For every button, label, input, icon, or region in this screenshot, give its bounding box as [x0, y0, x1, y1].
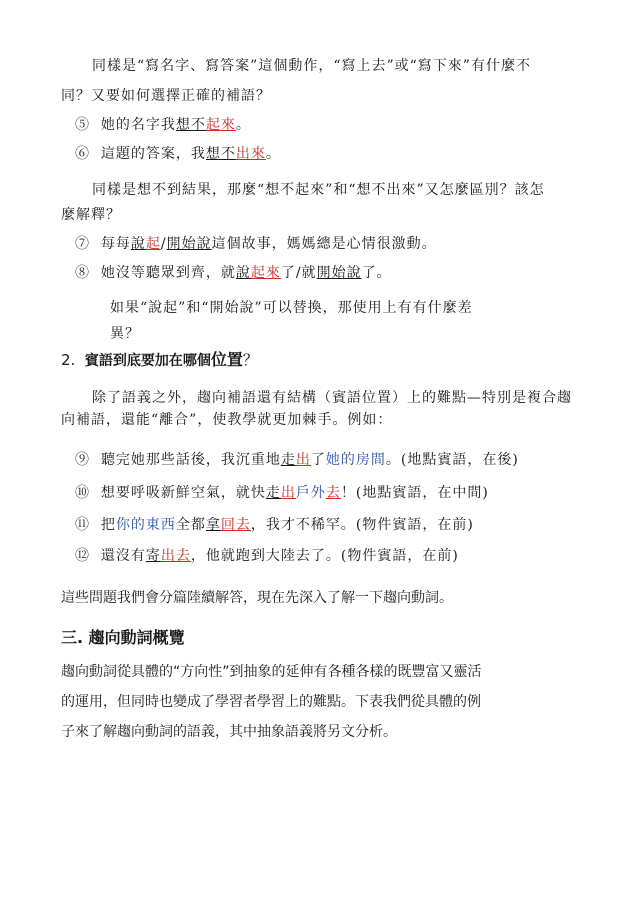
para1-line1: 同樣是“寫名字、寫答案”這個動作，“寫上去”或“寫下來”有什麼不 — [92, 58, 531, 74]
example-5: ⑤ 她的名字我想不起來。 — [75, 117, 251, 133]
example-number: ⑨ — [75, 452, 90, 468]
example-number: ⑩ — [75, 485, 90, 501]
example-6: ⑥ 這題的答案，我想不出來。 — [75, 146, 281, 162]
example-10: ⑩ 想要呼吸新鮮空氣，就快走出戶外去！(地點賓語，在中間) — [75, 485, 489, 501]
para1-line2: 同？又要如何選擇正確的補語？ — [61, 88, 271, 104]
para4: 這些問題我們會分篇陸續解答，現在先深入了解一下趨向動詞。 — [61, 590, 453, 606]
section-heading-2: 2. 賓語到底要加在哪個位置？ — [61, 350, 258, 369]
example-number: ⑥ — [75, 146, 90, 162]
example-number: ⑫ — [75, 548, 90, 564]
para3-line2: 向補語，還能“離合”，使教學就更加棘手。例如： — [61, 412, 393, 428]
example-number: ⑤ — [75, 117, 90, 133]
example-number: ⑦ — [75, 236, 90, 252]
example-9: ⑨ 聽完她那些話後，我沉重地走出了她的房間。(地點賓語，在後) — [75, 452, 519, 468]
section-heading-3: 三. 趨向動詞概覽 — [61, 628, 185, 647]
example-7: ⑦ 每每說起/開始說這個故事，媽媽總是心情很激動。 — [75, 236, 437, 252]
para2-line2: 麼解釋？ — [61, 207, 121, 223]
example-11: ⑪ 把你的東西全都拿回去，我才不稀罕。(物件賓語，在前) — [75, 517, 474, 533]
para3-line1: 除了語義之外，趨向補語還有結構（賓語位置）上的難點—特別是複合趨 — [92, 390, 572, 406]
example-number: ⑪ — [75, 517, 90, 533]
para5-line2: 的運用，但同時也變成了學習者學習上的難點。下表我們從具體的例 — [61, 694, 481, 710]
para5-line3: 子來了解趨向動詞的語義，其中抽象語義將另文分析。 — [61, 724, 397, 740]
example-12: ⑫ 還沒有寄出去，他就跑到大陸去了。(物件賓語，在前) — [75, 548, 459, 564]
example-number: ⑧ — [75, 265, 90, 281]
example-8: ⑧ 她沒等聽眾到齊，就說起來了/就開始說了。 — [75, 265, 392, 281]
question-line2: 異？ — [110, 326, 140, 342]
para5-line1: 趨向動詞從具體的“方向性”到抽象的延伸有各種各樣的既豐富又靈活 — [61, 664, 482, 680]
question-line1: 如果“說起”和“開始說”可以替換，那使用上有有什麼差 — [110, 300, 473, 316]
para2-line1: 同樣是想不到結果，那麼“想不起來”和“想不出來”又怎麼區別？該怎 — [92, 182, 545, 198]
